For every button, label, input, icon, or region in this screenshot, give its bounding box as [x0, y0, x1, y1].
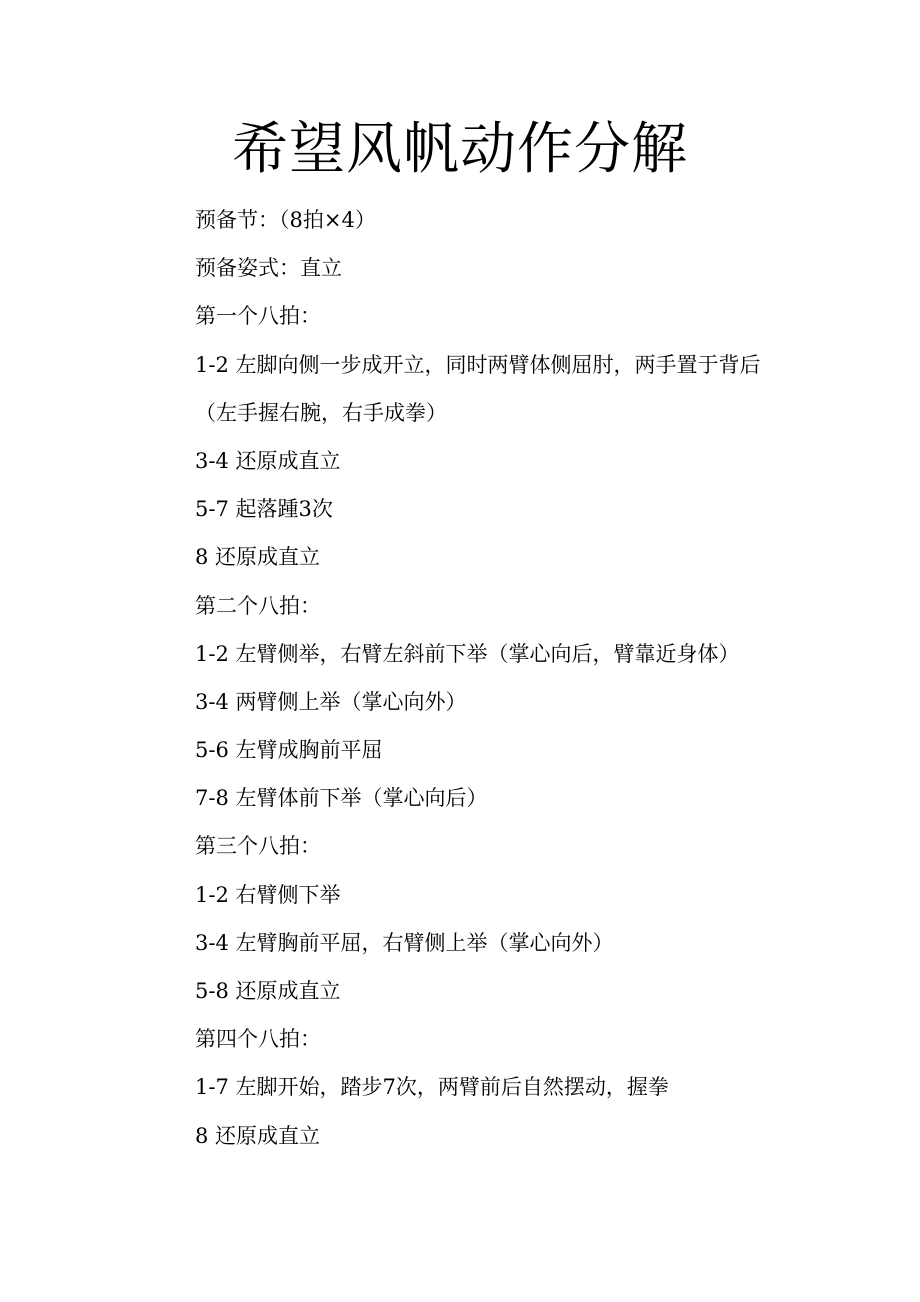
document-body: [195, 198, 835, 1162]
step-line: 3-4 还原成直立: [195, 448, 341, 473]
step-line: 5-7 起落踵3次: [195, 497, 333, 522]
step-line: 5-8 还原成直立: [195, 979, 341, 1003]
body-line-prep-posture: 预备姿式：直立: [195, 256, 342, 281]
step-line: 7-8 左臂体前下举（掌心向后）: [195, 786, 488, 811]
step-line: 8 还原成直立: [195, 1123, 321, 1148]
section-heading-1: 第一个八拍：: [195, 304, 321, 329]
section-heading-4: 第四个八拍：: [195, 1027, 321, 1052]
step-line: 8 还原成直立: [195, 545, 321, 570]
section-heading-2: 第二个八拍：: [195, 593, 321, 618]
section-heading-3: 第三个八拍：: [195, 834, 321, 859]
step-line: 1-7 左脚开始，踏步7次，两臂前后自然摆动，握拳: [195, 1075, 669, 1100]
step-line: 5-6 左臂成胸前平屈: [195, 738, 383, 763]
step-line: 3-4 两臂侧上举（掌心向外）: [195, 689, 467, 714]
document-title: 希望风帆动作分解: [232, 117, 688, 182]
step-line: 3-4 左臂胸前平屈，右臂侧上举（掌心向外）: [195, 930, 614, 955]
step-line-continuation: （左手握右腕，右手成拳）: [195, 400, 447, 425]
step-line: 1-2 右臂侧下举: [195, 882, 341, 907]
body-line-prep-section: 预备节：（8拍×4）: [195, 208, 376, 232]
step-line: 1-2 左脚向侧一步成开立，同时两臂体侧屈肘，两手置于背后: [195, 352, 761, 377]
step-line: 1-2 左臂侧举，右臂左斜前下举（掌心向后，臂靠近身体）: [195, 641, 740, 666]
